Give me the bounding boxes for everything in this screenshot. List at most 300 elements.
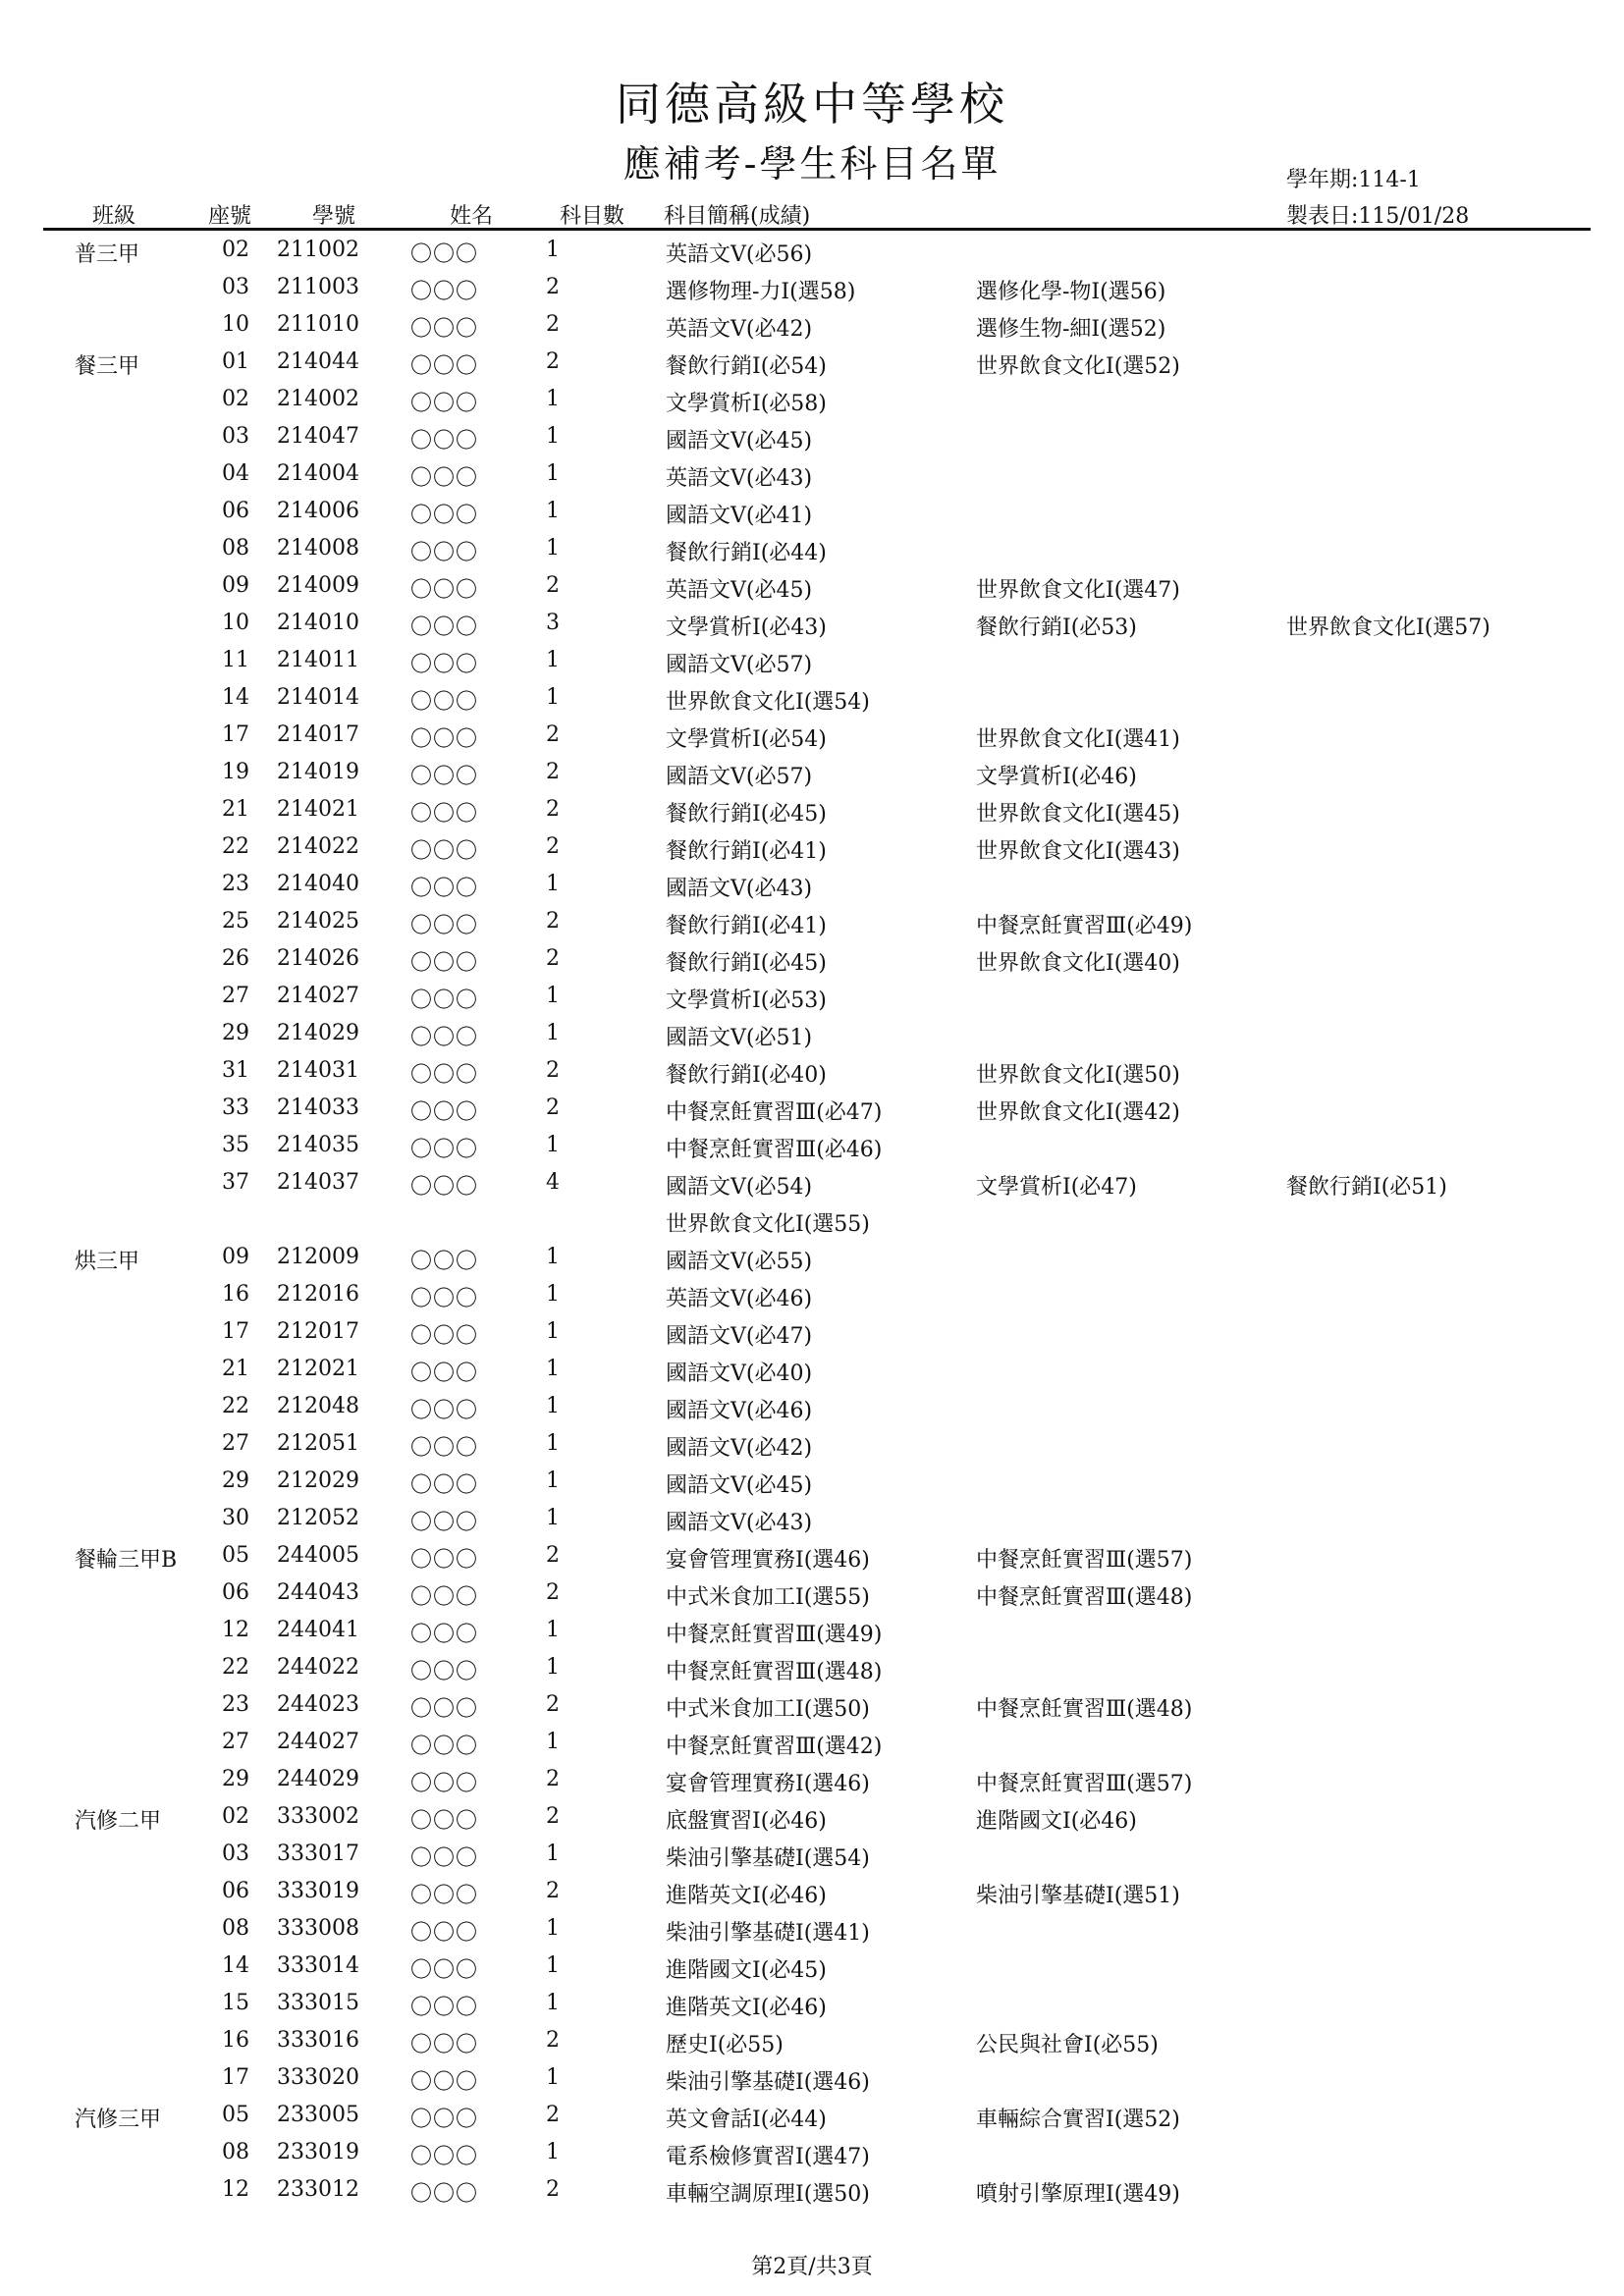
seat-cell: 31 (222, 1058, 249, 1083)
table-body (0, 232, 1624, 2209)
subject-1-cell: 餐飲行銷Ⅰ(必45) (666, 951, 827, 976)
student-id-cell: 211002 (277, 238, 359, 262)
header-student-id: 學號 (312, 204, 356, 229)
subject-2-cell: 文學賞析Ⅰ(必47) (976, 1175, 1137, 1200)
name-cell: 〇〇〇 (410, 1399, 479, 1423)
name-cell: 〇〇〇 (410, 1324, 479, 1349)
subject-count-cell: 1 (546, 1319, 560, 1344)
name-cell: 〇〇〇 (410, 1846, 479, 1871)
student-id-cell: 212016 (277, 1282, 359, 1307)
name-cell: 〇〇〇 (410, 653, 479, 677)
subject-2-cell: 餐飲行銷Ⅰ(必53) (976, 615, 1137, 640)
name-cell: 〇〇〇 (410, 1026, 479, 1050)
table-row (0, 717, 1624, 754)
subject-count-cell: 2 (546, 1879, 560, 1903)
subject-2-cell: 中餐烹飪實習Ⅲ(選48) (976, 1697, 1193, 1722)
name-cell: 〇〇〇 (410, 1100, 479, 1125)
subject-1-cell: 餐飲行銷Ⅰ(必44) (666, 541, 827, 565)
name-cell: 〇〇〇 (410, 578, 479, 603)
name-cell: 〇〇〇 (410, 541, 479, 565)
student-id-cell: 333019 (277, 1879, 359, 1903)
seat-cell: 19 (222, 760, 249, 784)
table-row (0, 1313, 1624, 1351)
name-cell: 〇〇〇 (410, 2182, 479, 2207)
subject-2-cell: 車輛綜合實習Ⅰ(選52) (976, 2108, 1180, 2132)
seat-cell: 08 (222, 1916, 249, 1941)
subject-count-cell: 1 (546, 1953, 560, 1978)
subject-count-cell: 2 (546, 797, 560, 822)
class-cell: 普三甲 (75, 242, 140, 267)
subject-count-cell: 2 (546, 722, 560, 747)
subject-count-cell: 2 (546, 1095, 560, 1120)
subject-1-cell: 英語文Ⅴ(必45) (666, 578, 813, 603)
table-row (0, 2134, 1624, 2171)
subject-2-cell: 世界飲食文化Ⅰ(選41) (976, 727, 1180, 752)
name-cell: 〇〇〇 (410, 914, 479, 938)
seat-cell: 03 (222, 275, 249, 299)
seat-cell: 11 (222, 648, 249, 672)
seat-cell: 08 (222, 536, 249, 561)
term-label: 學年期:114-1 (1286, 168, 1421, 192)
table-row (0, 1463, 1624, 1500)
student-id-cell: 214011 (277, 648, 359, 672)
name-cell: 〇〇〇 (410, 1697, 479, 1722)
name-cell: 〇〇〇 (410, 1921, 479, 1946)
seat-cell: 29 (222, 1767, 249, 1791)
subject-1-cell: 柴油引擎基礎Ⅰ(選41) (666, 1921, 870, 1946)
name-cell: 〇〇〇 (410, 1735, 479, 1759)
seat-cell: 14 (222, 1953, 249, 1978)
student-id-cell: 233019 (277, 2140, 359, 2164)
subject-1-cell: 進階英文Ⅰ(必46) (666, 1996, 827, 2020)
student-id-cell: 233005 (277, 2103, 359, 2127)
subject-count-cell: 1 (546, 1282, 560, 1307)
name-cell: 〇〇〇 (410, 1884, 479, 1908)
seat-cell: 33 (222, 1095, 249, 1120)
student-id-cell: 212048 (277, 1394, 359, 1418)
name-cell: 〇〇〇 (410, 1287, 479, 1311)
seat-cell: 27 (222, 1431, 249, 1456)
subject-1-cell: 英語文Ⅴ(必43) (666, 466, 813, 491)
subject-1-cell: 餐飲行銷Ⅰ(必41) (666, 914, 827, 938)
table-row (0, 381, 1624, 418)
subject-1-cell: 底盤實習Ⅰ(必46) (666, 1809, 827, 1834)
subject-count-cell: 1 (546, 1133, 560, 1157)
seat-cell: 22 (222, 1655, 249, 1680)
name-cell: 〇〇〇 (410, 1511, 479, 1535)
seat-cell: 27 (222, 984, 249, 1008)
table-row (0, 2022, 1624, 2059)
seat-cell: 01 (222, 349, 249, 374)
name-cell: 〇〇〇 (410, 727, 479, 752)
seat-cell: 12 (222, 1618, 249, 1642)
name-cell: 〇〇〇 (410, 1660, 479, 1684)
subject-2-cell: 中餐烹飪實習Ⅲ(必49) (976, 914, 1193, 938)
table-row (0, 642, 1624, 679)
subject-1-cell: 文學賞析Ⅰ(必54) (666, 727, 827, 752)
student-id-cell: 333016 (277, 2028, 359, 2053)
seat-cell: 06 (222, 1580, 249, 1605)
student-id-cell: 333002 (277, 1804, 359, 1829)
subject-count-cell: 2 (546, 760, 560, 784)
subject-count-cell: 4 (546, 1170, 560, 1195)
table-row (0, 1612, 1624, 1649)
subject-1-cell: 國語文Ⅴ(必47) (666, 1324, 813, 1349)
student-id-cell: 333014 (277, 1953, 359, 1978)
name-cell: 〇〇〇 (410, 839, 479, 864)
subject-count-cell: 1 (546, 499, 560, 523)
school-title: 同德高級中等學校 (616, 78, 1008, 131)
subject-1-cell: 國語文Ⅴ(必42) (666, 1436, 813, 1461)
seat-cell: 30 (222, 1506, 249, 1530)
subject-1-cell: 國語文Ⅴ(必45) (666, 429, 813, 454)
subject-count-cell: 1 (546, 424, 560, 449)
table-row (0, 791, 1624, 828)
name-cell: 〇〇〇 (410, 1809, 479, 1834)
subject-1-cell: 文學賞析Ⅰ(必53) (666, 988, 827, 1013)
name-cell: 〇〇〇 (410, 615, 479, 640)
table-row (0, 493, 1624, 530)
student-id-cell: 212009 (277, 1245, 359, 1269)
header-seat: 座號 (208, 204, 252, 229)
seat-cell: 27 (222, 1730, 249, 1754)
table-row (0, 1425, 1624, 1463)
student-id-cell: 214033 (277, 1095, 359, 1120)
student-id-cell: 333008 (277, 1916, 359, 1941)
student-id-cell: 244029 (277, 1767, 359, 1791)
subject-count-cell: 2 (546, 1580, 560, 1605)
name-cell: 〇〇〇 (410, 1623, 479, 1647)
name-cell: 〇〇〇 (410, 392, 479, 416)
table-row (0, 1985, 1624, 2022)
subject-count-cell: 2 (546, 1692, 560, 1717)
header-subjects: 科目簡稱(成績) (664, 204, 811, 229)
subject-count-cell: 2 (546, 349, 560, 374)
seat-cell: 06 (222, 499, 249, 523)
subject-2-cell: 選修生物-細Ⅰ(選52) (976, 317, 1166, 342)
table-row (0, 1090, 1624, 1127)
student-id-cell: 244043 (277, 1580, 359, 1605)
seat-cell: 09 (222, 573, 249, 598)
seat-cell: 02 (222, 1804, 249, 1829)
subject-2-cell: 選修化學-物Ⅰ(選56) (976, 280, 1166, 304)
subject-3-cell: 餐飲行銷Ⅰ(必51) (1286, 1175, 1447, 1200)
name-cell: 〇〇〇 (410, 1250, 479, 1274)
seat-cell: 21 (222, 1357, 249, 1381)
seat-cell: 08 (222, 2140, 249, 2164)
class-cell: 汽修二甲 (75, 1809, 162, 1834)
student-id-cell: 214044 (277, 349, 359, 374)
name-cell: 〇〇〇 (410, 2070, 479, 2095)
name-cell: 〇〇〇 (410, 1996, 479, 2020)
name-cell: 〇〇〇 (410, 765, 479, 789)
subject-count-cell: 2 (546, 2103, 560, 2127)
seat-cell: 17 (222, 2065, 249, 2090)
seat-cell: 16 (222, 1282, 249, 1307)
subject-1-cell: 進階國文Ⅰ(必45) (666, 1958, 827, 1983)
subject-count-cell: 1 (546, 1618, 560, 1642)
subject-count-cell: 1 (546, 1655, 560, 1680)
subject-count-cell: 2 (546, 834, 560, 859)
seat-cell: 23 (222, 1692, 249, 1717)
subject-count-cell: 1 (546, 1916, 560, 1941)
table-row (0, 418, 1624, 455)
seat-cell: 21 (222, 797, 249, 822)
seat-cell: 14 (222, 685, 249, 710)
table-row (0, 1798, 1624, 1836)
table-row (0, 1575, 1624, 1612)
student-id-cell: 212052 (277, 1506, 359, 1530)
seat-cell: 22 (222, 834, 249, 859)
subject-count-cell: 1 (546, 1245, 560, 1269)
subject-1-cell: 中餐烹飪實習Ⅲ(必46) (666, 1138, 883, 1162)
name-cell: 〇〇〇 (410, 988, 479, 1013)
subject-count-cell: 1 (546, 238, 560, 262)
student-id-cell: 212021 (277, 1357, 359, 1381)
subject-1-cell: 中餐烹飪實習Ⅲ(必47) (666, 1100, 883, 1125)
subject-1-cell: 文學賞析Ⅰ(必43) (666, 615, 827, 640)
table-row (0, 530, 1624, 567)
table-row (0, 1686, 1624, 1724)
seat-cell: 02 (222, 387, 249, 411)
seat-cell: 35 (222, 1133, 249, 1157)
subject-1-cell: 柴油引擎基礎Ⅰ(選54) (666, 1846, 870, 1871)
student-id-cell: 214021 (277, 797, 359, 822)
name-cell: 〇〇〇 (410, 1585, 479, 1610)
name-cell: 〇〇〇 (410, 1772, 479, 1796)
table-row (0, 1127, 1624, 1164)
subject-2-cell: 中餐烹飪實習Ⅲ(選48) (976, 1585, 1193, 1610)
name-cell: 〇〇〇 (410, 504, 479, 528)
student-id-cell: 212017 (277, 1319, 359, 1344)
subject-count-cell: 2 (546, 573, 560, 598)
subject-count-cell: 1 (546, 1730, 560, 1754)
table-row (0, 1388, 1624, 1425)
subject-2-cell: 文學賞析Ⅰ(必46) (976, 765, 1137, 789)
subject-count-cell: 1 (546, 1506, 560, 1530)
name-cell: 〇〇〇 (410, 690, 479, 715)
subject-count-cell: 1 (546, 1842, 560, 1866)
name-cell: 〇〇〇 (410, 466, 479, 491)
seat-cell: 03 (222, 1842, 249, 1866)
seat-cell: 25 (222, 909, 249, 934)
student-id-cell: 214006 (277, 499, 359, 523)
student-id-cell: 214002 (277, 387, 359, 411)
subject-count-cell: 1 (546, 984, 560, 1008)
student-id-cell: 214027 (277, 984, 359, 1008)
subject-2-cell: 世界飲食文化Ⅰ(選47) (976, 578, 1180, 603)
table-row (0, 1201, 1624, 1239)
subject-count-cell: 1 (546, 1468, 560, 1493)
student-id-cell: 244041 (277, 1618, 359, 1642)
table-row (0, 232, 1624, 269)
subject-2-cell: 中餐烹飪實習Ⅲ(選57) (976, 1548, 1193, 1573)
subject-1-cell: 國語文Ⅴ(必43) (666, 1511, 813, 1535)
name-cell: 〇〇〇 (410, 1175, 479, 1200)
student-id-cell: 214025 (277, 909, 359, 934)
subject-1-cell: 國語文Ⅴ(必57) (666, 653, 813, 677)
student-id-cell: 244022 (277, 1655, 359, 1680)
subject-2-cell: 進階國文Ⅰ(必46) (976, 1809, 1137, 1834)
table-row (0, 1052, 1624, 1090)
subject-count-cell: 1 (546, 461, 560, 486)
table-row (0, 1351, 1624, 1388)
subject-1-cell: 英語文Ⅴ(必56) (666, 242, 813, 267)
table-row (0, 940, 1624, 978)
subject-1-cell: 車輛空調原理Ⅰ(選50) (666, 2182, 870, 2207)
name-cell: 〇〇〇 (410, 280, 479, 304)
seat-cell: 23 (222, 872, 249, 896)
subject-1-cell: 餐飲行銷Ⅰ(必45) (666, 802, 827, 827)
page-footer: 第2頁/共3頁 (751, 2255, 873, 2279)
student-id-cell: 214037 (277, 1170, 359, 1195)
name-cell: 〇〇〇 (410, 1063, 479, 1088)
header-name: 姓名 (450, 204, 494, 229)
student-id-cell: 214047 (277, 424, 359, 449)
subject-2-cell: 世界飲食文化Ⅰ(選52) (976, 354, 1180, 379)
subject-1-cell: 歷史Ⅰ(必55) (666, 2033, 784, 2057)
table-row (0, 1724, 1624, 1761)
seat-cell: 37 (222, 1170, 249, 1195)
class-cell: 汽修三甲 (75, 2108, 162, 2132)
subject-1-cell: 宴會管理實務Ⅰ(選46) (666, 1548, 870, 1573)
student-id-cell: 333017 (277, 1842, 359, 1866)
name-cell: 〇〇〇 (410, 1138, 479, 1162)
student-id-cell: 244027 (277, 1730, 359, 1754)
subject-1-cell: 國語文Ⅴ(必51) (666, 1026, 813, 1050)
seat-cell: 05 (222, 1543, 249, 1568)
table-row (0, 828, 1624, 866)
table-row (0, 567, 1624, 605)
subject-1-cell: 英語文Ⅴ(必46) (666, 1287, 813, 1311)
class-cell: 餐輪三甲B (75, 1548, 178, 1573)
table-row (0, 1500, 1624, 1537)
subject-count-cell: 1 (546, 1431, 560, 1456)
student-id-cell: 244005 (277, 1543, 359, 1568)
table-row (0, 1948, 1624, 1985)
subject-2-cell: 噴射引擎原理Ⅰ(選49) (976, 2182, 1180, 2207)
subject-count-cell: 1 (546, 2065, 560, 2090)
subject-count-cell: 1 (546, 1394, 560, 1418)
seat-cell: 03 (222, 424, 249, 449)
seat-cell: 16 (222, 2028, 249, 2053)
subject-count-cell: 2 (546, 1058, 560, 1083)
student-id-cell: 214010 (277, 611, 359, 635)
subject-count-cell: 2 (546, 312, 560, 337)
subject-count-cell: 1 (546, 1357, 560, 1381)
student-id-cell: 212029 (277, 1468, 359, 1493)
subject-1-cell: 中餐烹飪實習Ⅲ(選48) (666, 1660, 883, 1684)
table-row (0, 344, 1624, 381)
seat-cell: 29 (222, 1468, 249, 1493)
name-cell: 〇〇〇 (410, 242, 479, 267)
made-date-label: 製表日:115/01/28 (1286, 204, 1470, 229)
subject-1-cell: 餐飲行銷Ⅰ(必54) (666, 354, 827, 379)
subject-1-cell: 中式米食加工Ⅰ(選50) (666, 1697, 870, 1722)
subject-2-cell: 世界飲食文化Ⅰ(選40) (976, 951, 1180, 976)
table-row (0, 1276, 1624, 1313)
table-row (0, 269, 1624, 306)
table-row (0, 1239, 1624, 1276)
seat-cell: 22 (222, 1394, 249, 1418)
student-id-cell: 333015 (277, 1991, 359, 2015)
student-id-cell: 214022 (277, 834, 359, 859)
class-cell: 餐三甲 (75, 354, 140, 379)
header-class: 班級 (92, 204, 136, 229)
subject-1-cell: 國語文Ⅴ(必54) (666, 1175, 813, 1200)
name-cell: 〇〇〇 (410, 2145, 479, 2169)
table-row (0, 1649, 1624, 1686)
student-id-cell: 214035 (277, 1133, 359, 1157)
name-cell: 〇〇〇 (410, 951, 479, 976)
subject-1-cell: 柴油引擎基礎Ⅰ(選46) (666, 2070, 870, 2095)
report-title: 應補考-學生科目名單 (623, 142, 1001, 186)
student-id-cell: 214031 (277, 1058, 359, 1083)
table-row (0, 866, 1624, 903)
table-row (0, 1015, 1624, 1052)
name-cell: 〇〇〇 (410, 877, 479, 901)
seat-cell: 05 (222, 2103, 249, 2127)
table-row (0, 306, 1624, 344)
subject-count-cell: 1 (546, 536, 560, 561)
table-row (0, 1873, 1624, 1910)
seat-cell: 29 (222, 1021, 249, 1045)
class-cell: 烘三甲 (75, 1250, 140, 1274)
name-cell: 〇〇〇 (410, 2108, 479, 2132)
subject-1-cell: 餐飲行銷Ⅰ(必40) (666, 1063, 827, 1088)
student-id-cell: 233012 (277, 2177, 359, 2202)
subject-2-cell: 公民與社會Ⅰ(必55) (976, 2033, 1159, 2057)
subject-count-cell: 1 (546, 387, 560, 411)
table-row (0, 2059, 1624, 2097)
subject-1-cell: 國語文Ⅴ(必55) (666, 1250, 813, 1274)
header-count: 科目數 (560, 204, 625, 229)
student-id-cell: 214014 (277, 685, 359, 710)
subject-count-cell: 2 (546, 946, 560, 971)
subject-count-cell: 1 (546, 685, 560, 710)
seat-cell: 10 (222, 611, 249, 635)
seat-cell: 12 (222, 2177, 249, 2202)
student-id-cell: 211003 (277, 275, 359, 299)
seat-cell: 10 (222, 312, 249, 337)
seat-cell: 02 (222, 238, 249, 262)
subject-1-cell: 國語文Ⅴ(必41) (666, 504, 813, 528)
student-id-cell: 214019 (277, 760, 359, 784)
table-row (0, 1910, 1624, 1948)
subject-1-cell: 選修物理-力Ⅰ(選58) (666, 280, 856, 304)
subject-1-cell: 英語文Ⅴ(必42) (666, 317, 813, 342)
subject-1-cell: 宴會管理實務Ⅰ(選46) (666, 1772, 870, 1796)
name-cell: 〇〇〇 (410, 1548, 479, 1573)
student-id-cell: 214009 (277, 573, 359, 598)
subject-1-cell: 進階英文Ⅰ(必46) (666, 1884, 827, 1908)
student-id-cell: 212051 (277, 1431, 359, 1456)
subject-1-cell: 國語文Ⅴ(必43) (666, 877, 813, 901)
subject-count-cell: 1 (546, 1021, 560, 1045)
subject-2-cell: 世界飲食文化Ⅰ(選43) (976, 839, 1180, 864)
student-id-cell: 214029 (277, 1021, 359, 1045)
seat-cell: 04 (222, 461, 249, 486)
subject-1-cell: 世界飲食文化Ⅰ(選54) (666, 690, 870, 715)
student-id-cell: 214008 (277, 536, 359, 561)
subject-count-cell: 3 (546, 611, 560, 635)
subject-2-cell: 世界飲食文化Ⅰ(選50) (976, 1063, 1180, 1088)
subject-1-cell: 文學賞析Ⅰ(必58) (666, 392, 827, 416)
subject-count-cell: 2 (546, 275, 560, 299)
student-id-cell: 214017 (277, 722, 359, 747)
name-cell: 〇〇〇 (410, 1958, 479, 1983)
subject-3-cell: 世界飲食文化Ⅰ(選57) (1286, 615, 1490, 640)
